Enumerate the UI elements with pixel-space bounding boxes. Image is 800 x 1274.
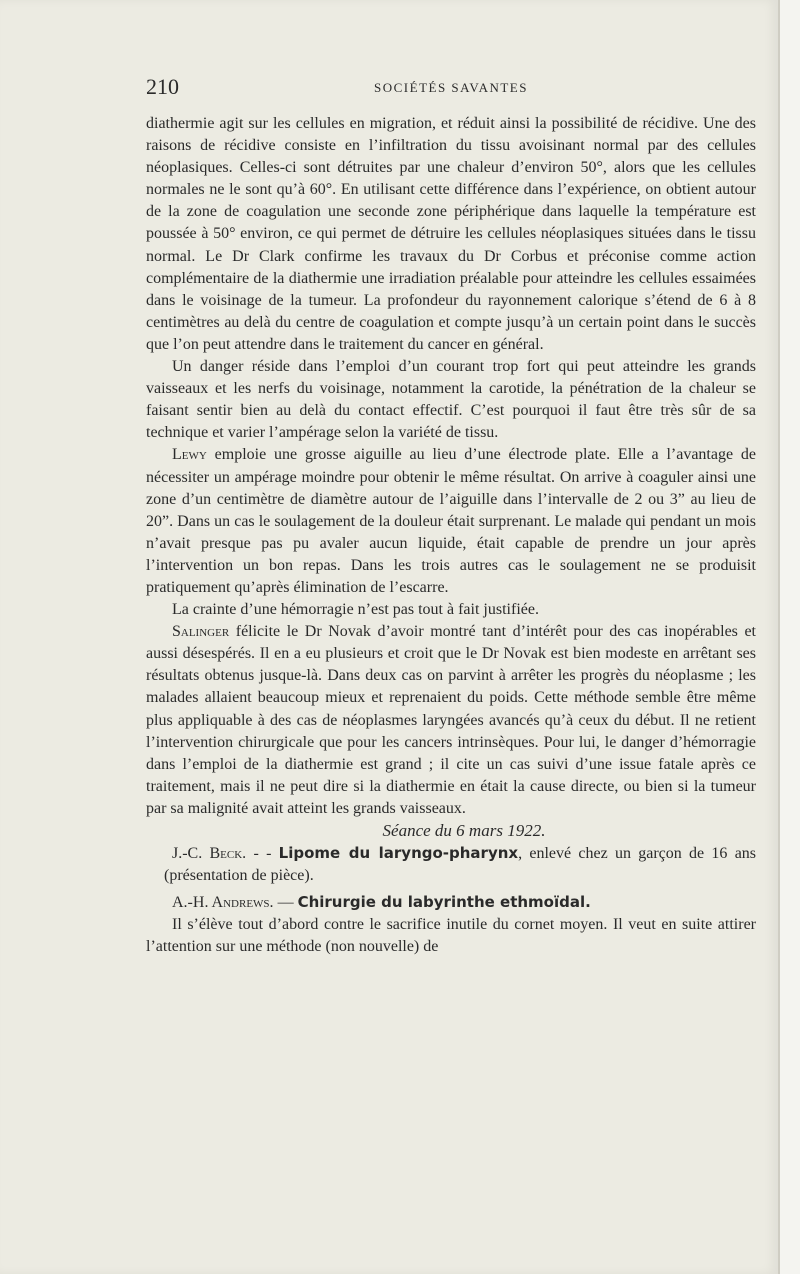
paragraph-5 (146, 621, 756, 820)
entry-dash: - - (246, 845, 279, 863)
final-paragraph: Il s’élève tout d’abord contre le sacrifice inutile du cornet moyen. Il veut en suite attirer l’attention sur une méthode (non nouvelle) de (146, 916, 756, 956)
page-number: 210 (146, 74, 179, 99)
session-heading: Séance du 6 mars 1922. (382, 821, 546, 840)
entry-text: , enlevé chez un garçon de 16 ans (présentation de pièce). (164, 845, 757, 885)
paragraph-1: diathermie agit sur les cellules en migration, et réduit ainsi la possibilité de récidive. Une des raisons de récidive consiste en l’infiltration du tissu avoisinant normal par des cellules néoplasiques. Celles-ci sont détruites par une chaleur d’environ 50°, alors que les cellules normales ne le sont qu’à 60°. En utilisant cette différence dans l’expérience, on obtient autour de la zone de coagulation une seconde zone périphérique dans laquelle la température est poussée à 50° environ, ce qui permet de détruire les cellules néoplasiques situées dans le tissu normal. Le Dr Clark confirme les travaux du Dr Corbus et préconise comme action complémentaire de la diathermie une irradiation préalable pour atteindre les cellules essaimées dans le voisinage de la tumeur. La profondeur du rayonnement calorique s’étend de 6 à 8 centimètres au delà du centre de coagulation et compte jusqu’à un certain point dans le succès que l’on peut attendre dans le traitement du cancer en général. (146, 115, 756, 353)
paragraph-2: Un danger réside dans l’emploi d’un courant trop fort qui peut atteindre les grands vaisseaux et les nerfs du voisinage, notamment la carotide, la pénétration de la chaleur se faisant sentir bien au delà du contact effectif. C’est pourquoi il faut être très sûr de sa technique et varier l’ampérage selon la variété de tissu. (146, 358, 756, 442)
running-head: SOCIÉTÉS SAVANTES (374, 80, 528, 95)
author-name-salinger: Salinger (172, 623, 230, 641)
entry-andrews (146, 891, 756, 914)
page-edge (778, 0, 800, 1274)
paragraph-3 (146, 444, 756, 599)
paragraph-4: La crainte d’une hémorragie n’est pas tout à fait justifiée. (172, 601, 539, 619)
entry-title: Lipome du laryngo-pharynx (278, 844, 519, 863)
entry-beck (146, 842, 756, 887)
paragraph-3-text: emploie une grosse aiguille au lieu d’une électrode plate. Elle a l’avantage de nécessiter un ampérage moindre pour obtenir le même résultat. On arrive à coaguler ainsi une zone d’un centimètre de diamètre autour de l’aiguille dans l’intervalle de 2 ou 3” au lieu de 20”. Dans un cas le soulagement de la douleur était surprenant. Le malade qui pendant un mois n’avait presque pas pu avaler aucun liquide, était capable de prendre un jour après l’intervention un bon repas. Dans les trois autres cas le soulagement ne se produisit pratiquement qu’après élimination de l’escarre. (146, 446, 757, 596)
page-header (146, 74, 756, 100)
paragraph-5-text: félicite le Dr Novak d’avoir montré tant d’intérêt pour des cas inopérables et aussi désespérés. Il en a eu plusieurs et croit que le Dr Novak est bien modeste en arrêtant ses résultats obtenus jusque-là. Dans deux cas on parvint à arrêter les progrès du néoplasme ; les malades allaient beaucoup mieux et reprenaient du poids. Cette méthode semble être même plus appliquable à des cas de néoplasmes laryngées avancés qu’à ceux du début. Il ne retient l’intervention chirurgicale que pour les cancers intrinsèques. Pour lui, le danger d’hémorragie dans l’emploi de la diathermie est grand ; il cite un cas suivi d’une issue fatale après ce traitement, mais il ne peut dire si la diathermie en était la cause directe, ou bien si la tumeur par sa malignité avait atteint les grands vaisseaux. (146, 623, 757, 817)
entry-title: Chirurgie du labyrinthe ethmoïdal. (297, 893, 591, 912)
entry-author: A.-H. Andrews. (172, 894, 274, 912)
document-body (146, 113, 756, 959)
entry-dash: — (273, 894, 298, 912)
author-name-lewy: Lewy (172, 446, 207, 464)
entry-author: J.-C. Beck. (172, 845, 247, 863)
